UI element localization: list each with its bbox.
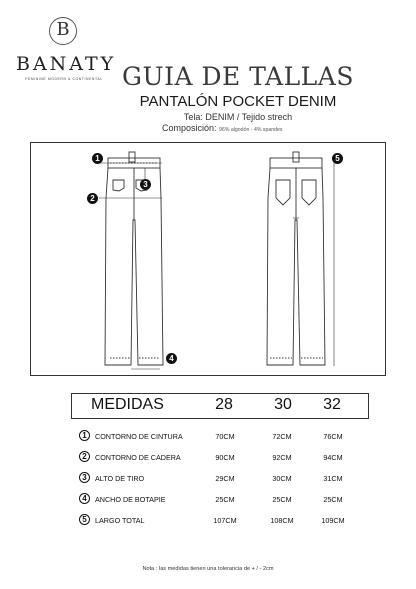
- row-number: 1: [79, 430, 90, 441]
- row-label: ANCHO DE BOTAPIE: [95, 495, 166, 504]
- row-label: ALTO DE TIRO: [95, 474, 145, 483]
- marker-5: 5: [332, 153, 343, 164]
- composition-value: 96% algodón - 4% spandex: [219, 127, 283, 133]
- marker-3: 3: [140, 179, 151, 190]
- table-cell: 94CM: [323, 453, 343, 462]
- row-number: 3: [79, 472, 90, 483]
- marker-4: 4: [166, 353, 177, 364]
- front-pocket-left: [113, 180, 124, 191]
- table-cell: 30CM: [272, 474, 292, 483]
- marker-2: 2: [87, 193, 98, 204]
- composition-label: Composición:: [162, 123, 217, 133]
- row-label: LARGO TOTAL: [95, 516, 145, 525]
- table-cell: 25CM: [272, 495, 292, 504]
- marker-1: 1: [92, 153, 103, 164]
- size-32-heading: 32: [323, 396, 341, 413]
- table-cell: 31CM: [323, 474, 343, 483]
- back-waistband: [270, 158, 322, 168]
- table-cell: 70CM: [215, 432, 235, 441]
- fabric-info: Tela: DENIM / Tejido strech: [183, 112, 293, 122]
- tolerance-note: Nota : las medidas tienen una tolerancia de + / - 2cm: [142, 566, 274, 572]
- back-pocket-left: [276, 180, 290, 205]
- table-cell: 76CM: [323, 432, 343, 441]
- row-number: 5: [79, 514, 90, 525]
- row-number: 2: [79, 451, 90, 462]
- measurements-heading: MEDIDAS: [91, 396, 164, 413]
- table-cell: 72CM: [272, 432, 292, 441]
- page-title: GUIA DE TALLAS: [122, 62, 354, 91]
- table-cell: 109CM: [321, 516, 345, 525]
- table-cell: 29CM: [215, 474, 235, 483]
- size-30-heading: 30: [274, 396, 292, 413]
- table-cell: 107CM: [213, 516, 237, 525]
- table-cell: 92CM: [272, 453, 292, 462]
- logo-monogram: B: [56, 19, 70, 40]
- table-cell: 90CM: [215, 453, 235, 462]
- table-cell: 108CM: [270, 516, 294, 525]
- table-cell: 25CM: [215, 495, 235, 504]
- brand-name: BANATY: [16, 53, 117, 75]
- row-number: 4: [79, 493, 90, 504]
- back-pocket-right: [302, 180, 316, 205]
- brand-tagline: FEMININE MODERN & CONTINENTAL: [25, 77, 103, 81]
- row-label: CONTORNO DE CINTURA: [95, 432, 183, 441]
- size-28-heading: 28: [215, 396, 233, 413]
- row-label: CONTORNO DE CADERA: [95, 453, 181, 462]
- table-cell: 25CM: [323, 495, 343, 504]
- product-name: PANTALÓN POCKET DENIM: [139, 93, 337, 110]
